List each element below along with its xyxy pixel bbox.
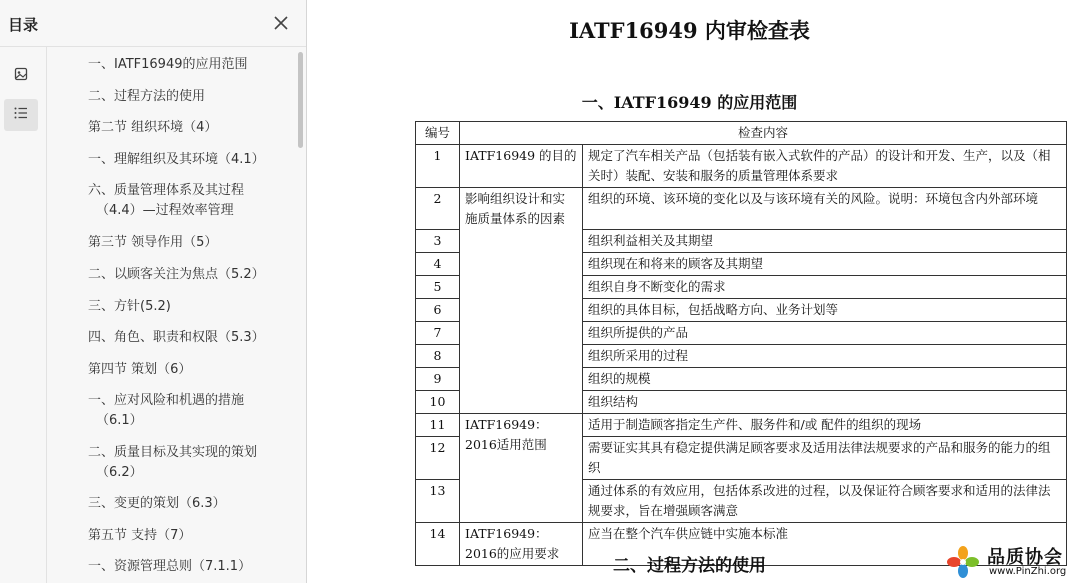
toc-item[interactable] <box>88 328 288 348</box>
column-header-number: 编号 <box>416 122 460 145</box>
outline-sidebar <box>0 0 307 583</box>
row-number: 12 <box>416 437 460 480</box>
toc-item-label: 六、质量管理体系及其过程 <box>88 183 245 198</box>
check-content-cell: 组织自身不断变化的需求 <box>583 276 1067 299</box>
check-content-cell: 组织利益相关及其期望 <box>583 230 1067 253</box>
row-number: 2 <box>416 188 460 230</box>
toc-item-label: 三、变更的策划（6.3） <box>88 496 226 511</box>
toc-item[interactable] <box>88 297 288 317</box>
check-content-cell: 通过体系的有效应用，包括体系改进的过程，以及保证符合顾客要求和适用的法律法规要求，旨在增强顾客满意 <box>583 480 1067 523</box>
check-content-cell: 组织的具体目标，包括战略方向、业务计划等 <box>583 299 1067 322</box>
table-row <box>416 414 1067 437</box>
row-number: 8 <box>416 345 460 368</box>
document-title: IATF16949 内审检查表 <box>569 18 810 43</box>
toc-item[interactable] <box>88 118 288 138</box>
check-content-cell: 组织所采用的过程 <box>583 345 1067 368</box>
column-header-content: 检查内容 <box>460 122 1067 145</box>
section-heading-1: 一、IATF16949 的应用范围 <box>581 93 798 112</box>
toc-item[interactable] <box>88 391 288 431</box>
toc-item[interactable] <box>88 150 288 170</box>
row-number: 6 <box>416 299 460 322</box>
audit-checklist-table <box>415 121 1067 566</box>
category-cell: 影响组织设计和实施质量体系的因素 <box>460 188 583 414</box>
table-row <box>416 145 1067 188</box>
row-number: 11 <box>416 414 460 437</box>
toc-item[interactable] <box>88 494 288 514</box>
toc-item[interactable] <box>88 265 288 285</box>
toc-item-label: （4.4）—过程效率管理 <box>96 203 234 218</box>
category-cell: IATF16949 的目的 <box>460 145 583 188</box>
table-of-contents <box>47 47 297 583</box>
toc-item-label: 二、质量目标及其实现的策划 <box>88 445 258 460</box>
close-icon[interactable] <box>270 12 292 34</box>
section-heading-2: 二、过程方法的使用 <box>613 556 766 576</box>
sidebar-tool-rail <box>0 47 47 583</box>
toc-item[interactable] <box>88 526 288 546</box>
watermark-logo <box>945 543 1069 581</box>
toc-item-label: （6.2） <box>96 465 143 480</box>
toc-item-label: 第三节 领导作用（5） <box>88 235 218 250</box>
check-content-cell: 需要证实其具有稳定提供满足顾客要求及适用法律法规要求的产品和服务的能力的组织 <box>583 437 1067 480</box>
toc-item-label: 二、以顾客关注为焦点（5.2） <box>88 267 265 282</box>
row-number: 10 <box>416 391 460 414</box>
toc-item-label: 第二节 组织环境（4） <box>88 120 218 135</box>
category-cell: IATF16949：2016适用范围 <box>460 414 583 523</box>
toc-item[interactable] <box>88 181 288 221</box>
toc-item-label: 第四节 策划（6） <box>88 362 192 377</box>
check-content-cell: 组织的环境、该环境的变化以及与该环境有关的风险。说明：环境包含内外部环境 <box>583 188 1067 230</box>
pinzhi-logo-icon <box>945 545 981 579</box>
table-row <box>416 188 1067 230</box>
row-number: 3 <box>416 230 460 253</box>
toc-item-label: 一、应对风险和机遇的措施 <box>88 393 245 408</box>
row-number: 14 <box>416 523 460 566</box>
check-content-cell: 应当在整个汽车供应链中实施本标准 <box>583 523 1067 566</box>
table-header-row <box>416 122 1067 145</box>
toc-item-label: 第五节 支持（7） <box>88 528 192 543</box>
document-page <box>307 0 1072 583</box>
toc-item[interactable] <box>88 233 288 253</box>
sidebar-header <box>0 0 306 47</box>
check-content-cell: 组织所提供的产品 <box>583 322 1067 345</box>
toc-item[interactable] <box>88 55 288 75</box>
check-content-cell: 适用于制造顾客指定生产件、服务件和/或 配件的组织的现场 <box>583 414 1067 437</box>
toc-item-label: 一、资源管理总则（7.1.1） <box>88 559 252 574</box>
row-number: 7 <box>416 322 460 345</box>
row-number: 5 <box>416 276 460 299</box>
category-cell: IATF16949：2016的应用要求 <box>460 523 583 566</box>
check-content-cell: 规定了汽车相关产品（包括装有嵌入式软件的产品）的设计和开发、生产，以及（相关时）装配、安装和服务的质量管理体系要求 <box>583 145 1067 188</box>
toc-item-label: （6.1） <box>96 413 143 428</box>
row-number: 4 <box>416 253 460 276</box>
toc-item-label: 四、角色、职责和权限（5.3） <box>88 330 265 345</box>
outline-list-icon <box>13 105 29 125</box>
watermark-name: 品质协会 <box>987 547 1063 568</box>
row-number: 13 <box>416 480 460 523</box>
toc-item-label: 一、理解组织及其环境（4.1） <box>88 152 265 167</box>
row-number: 1 <box>416 145 460 188</box>
row-number: 9 <box>416 368 460 391</box>
sidebar-title: 目录 <box>8 16 39 34</box>
toc-item[interactable] <box>88 443 288 483</box>
toc-item-label: 一、IATF16949的应用范围 <box>88 57 248 72</box>
toc-item-label: 三、方针(5.2) <box>88 299 171 314</box>
check-content-cell: 组织的规模 <box>583 368 1067 391</box>
check-content-cell: 组织结构 <box>583 391 1067 414</box>
outline-button[interactable] <box>4 99 38 131</box>
check-content-cell: 组织现在和将来的顾客及其期望 <box>583 253 1067 276</box>
page-thumbnail-icon <box>13 66 29 86</box>
toc-item[interactable] <box>88 360 288 380</box>
toc-item-label: 二、过程方法的使用 <box>88 89 206 104</box>
watermark-url: www.PinZhi.org <box>989 566 1067 577</box>
page-thumbnails-button[interactable] <box>4 60 38 92</box>
